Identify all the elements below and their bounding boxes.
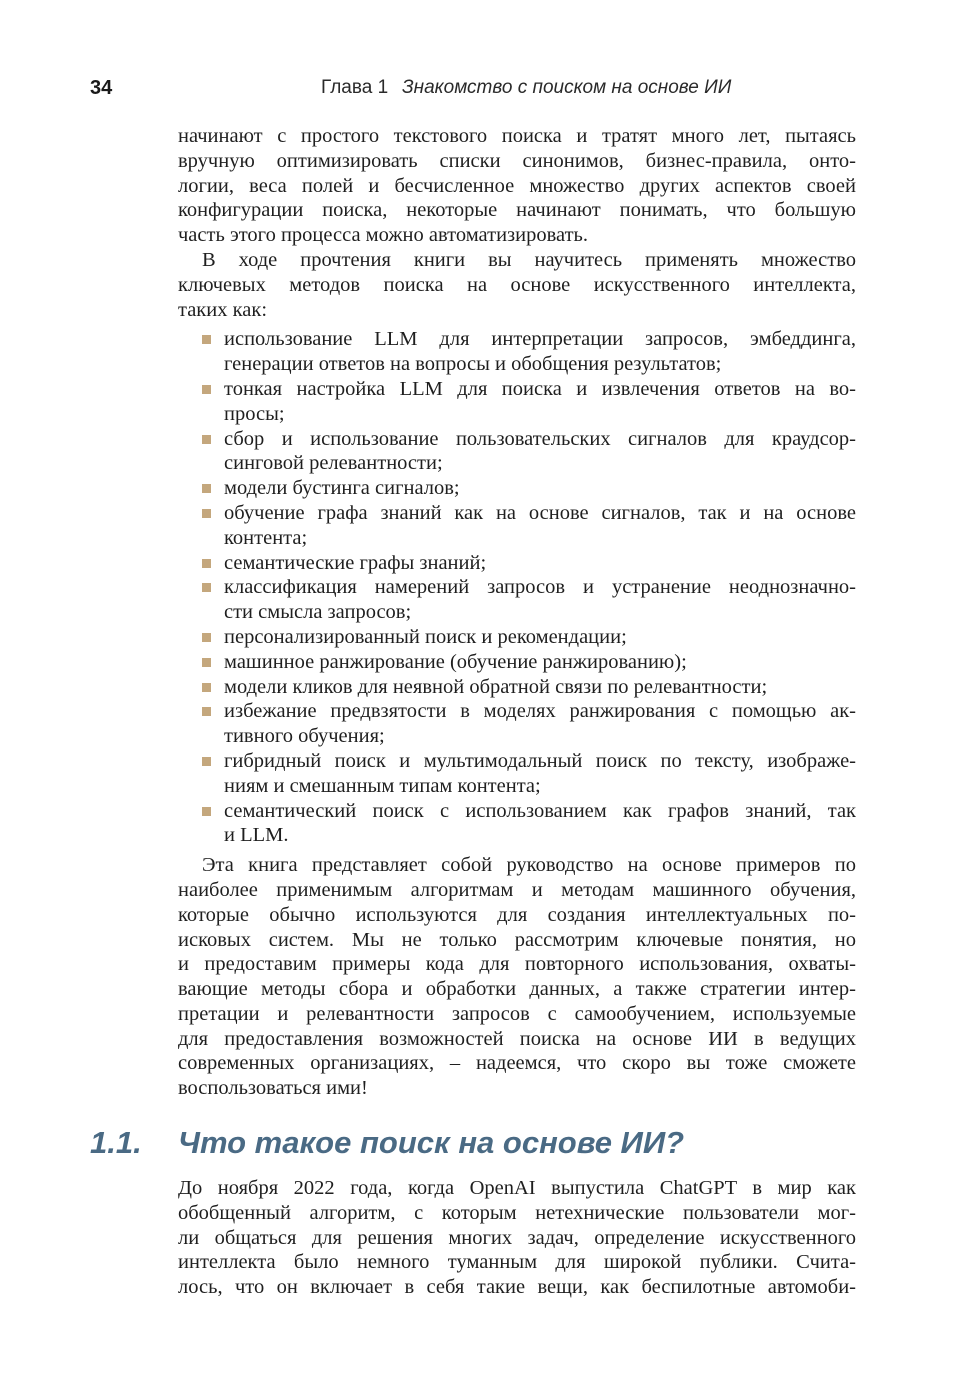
list-item bbox=[178, 675, 856, 700]
list-item bbox=[178, 699, 856, 749]
intro-paragraph bbox=[178, 124, 856, 248]
text-line: тивного обучения; bbox=[224, 725, 385, 748]
text-line: модели кликов для неявной обратной связи по релевантности; bbox=[224, 675, 768, 698]
text-line: наиболее применимым алгоритмам и методам машинного обучения, bbox=[178, 878, 856, 901]
list-item bbox=[178, 476, 856, 501]
body-text-section bbox=[178, 1176, 856, 1300]
square-bullet-icon bbox=[202, 683, 211, 692]
text-line: современных организациях, – надеемся, что скоро вы тоже сможете bbox=[178, 1052, 856, 1075]
text-line: использование LLM для интерпретации запросов, эмбеддинга, bbox=[224, 328, 856, 351]
list-item bbox=[178, 799, 856, 849]
text-line: генерации ответов на вопросы и обобщения результатов; bbox=[224, 353, 722, 376]
section-paragraph bbox=[178, 1176, 856, 1300]
square-bullet-icon bbox=[202, 559, 211, 568]
text-line: исковых систем. Мы не только рассмотрим ключевые понятия, но bbox=[178, 928, 856, 951]
text-line: машинное ранжирование (обучение ранжированию); bbox=[224, 650, 687, 673]
section-heading bbox=[90, 1125, 890, 1167]
list-item bbox=[178, 551, 856, 576]
text-line: и LLM. bbox=[224, 824, 289, 847]
page-number: 34 bbox=[90, 77, 113, 99]
text-line: ниям и смешанным типам контента; bbox=[224, 774, 541, 797]
square-bullet-icon bbox=[202, 435, 211, 444]
square-bullet-icon bbox=[202, 807, 211, 816]
text-line: модели бустинга сигналов; bbox=[224, 477, 460, 500]
text-line: классификация намерений запросов и устранение неоднозначно- bbox=[224, 576, 856, 599]
list-item bbox=[178, 327, 856, 377]
square-bullet-icon bbox=[202, 484, 211, 493]
text-line: ли общаться для решения многих задач, определение искусственного bbox=[178, 1226, 856, 1249]
text-line: конфигурации поиска, некоторые начинают понимать, что большую bbox=[178, 199, 856, 222]
text-line: интеллекта было немного туманным для широкой публики. Счита- bbox=[178, 1251, 856, 1274]
text-line: тонкая настройка LLM для поиска и извлечения ответов на во- bbox=[224, 377, 856, 400]
text-line: и предоставим примеры кода для повторного использования, охваты- bbox=[178, 953, 856, 976]
square-bullet-icon bbox=[202, 385, 211, 394]
text-line: вручную оптимизировать списки синонимов, бизнес-правила, онто- bbox=[178, 149, 856, 172]
text-line: ключевых методов поиска на основе искусственного интеллекта, bbox=[178, 273, 856, 296]
text-line: часть этого процесса можно автоматизировать. bbox=[178, 224, 589, 247]
square-bullet-icon bbox=[202, 658, 211, 667]
list-item bbox=[178, 575, 856, 625]
text-line: претации и релевантности запросов с самообучением, используемые bbox=[178, 1002, 856, 1025]
section-title: Что такое поиск на основе ИИ? bbox=[178, 1125, 685, 1160]
running-header bbox=[0, 77, 974, 105]
square-bullet-icon bbox=[202, 707, 211, 716]
body-text-top bbox=[178, 124, 856, 1101]
text-line: сбор и использование пользовательских сигналов для краудсор- bbox=[224, 427, 856, 450]
list-item bbox=[178, 501, 856, 551]
lead-paragraph bbox=[178, 248, 856, 322]
text-line: контента; bbox=[224, 526, 308, 549]
text-line: персонализированный поиск и рекомендации; bbox=[224, 625, 627, 648]
text-line: лось, что он включает в себя такие вещи, как беспилотные автомоби- bbox=[178, 1276, 856, 1299]
square-bullet-icon bbox=[202, 757, 211, 766]
text-line: вающие методы сбора и обработки данных, а также стратегии интер- bbox=[178, 978, 856, 1001]
text-line: воспользоваться ими! bbox=[178, 1077, 368, 1100]
text-line: семантические графы знаний; bbox=[224, 551, 487, 574]
text-line: логии, веса полей и бесчисленное множество других аспектов своей bbox=[178, 174, 856, 197]
list-item bbox=[178, 625, 856, 650]
text-line: До ноября 2022 года, когда OpenAI выпустила ChatGPT в мир как bbox=[178, 1177, 856, 1199]
list-item bbox=[178, 377, 856, 427]
chapter-label: Глава 1 bbox=[321, 77, 389, 98]
text-line: В ходе прочтения книги вы научитесь применять множество bbox=[202, 248, 856, 271]
list-item bbox=[178, 650, 856, 675]
square-bullet-icon bbox=[202, 335, 211, 344]
text-line: обучение графа знаний как на основе сигналов, так и на основе bbox=[224, 501, 856, 524]
text-line: начинают с простого текстового поиска и тратят много лет, пытаясь bbox=[178, 125, 856, 147]
text-line: которые обычно используются для создания интеллектуальных по- bbox=[178, 903, 856, 926]
text-line: семантический поиск с использованием как графов знаний, так bbox=[224, 799, 856, 822]
text-line: гибридный поиск и мультимодальный поиск по тексту, изображе- bbox=[224, 749, 856, 772]
text-line: для предоставления возможностей поиска на основе ИИ в ведущих bbox=[178, 1027, 856, 1050]
text-line: избежание предвзятости в моделях ранжирования с помощью ак- bbox=[224, 700, 856, 723]
list-item bbox=[178, 427, 856, 477]
text-line: просы; bbox=[224, 402, 285, 425]
text-line: таких как: bbox=[178, 298, 268, 321]
square-bullet-icon bbox=[202, 583, 211, 592]
square-bullet-icon bbox=[202, 633, 211, 642]
section-number: 1.1. bbox=[90, 1125, 142, 1160]
text-line: обобщенный алгоритм, с которым нетехнические пользователи мог- bbox=[178, 1201, 856, 1224]
list-item bbox=[178, 749, 856, 799]
text-line: синговой релевантности; bbox=[224, 452, 443, 475]
text-line: сти смысла запросов; bbox=[224, 601, 412, 624]
text-line: Эта книга представляет собой руководство на основе примеров по bbox=[202, 854, 856, 877]
square-bullet-icon bbox=[202, 509, 211, 518]
summary-paragraph bbox=[178, 853, 856, 1101]
chapter-title: Знакомство с поиском на основе ИИ bbox=[402, 77, 732, 98]
method-list bbox=[178, 327, 856, 848]
